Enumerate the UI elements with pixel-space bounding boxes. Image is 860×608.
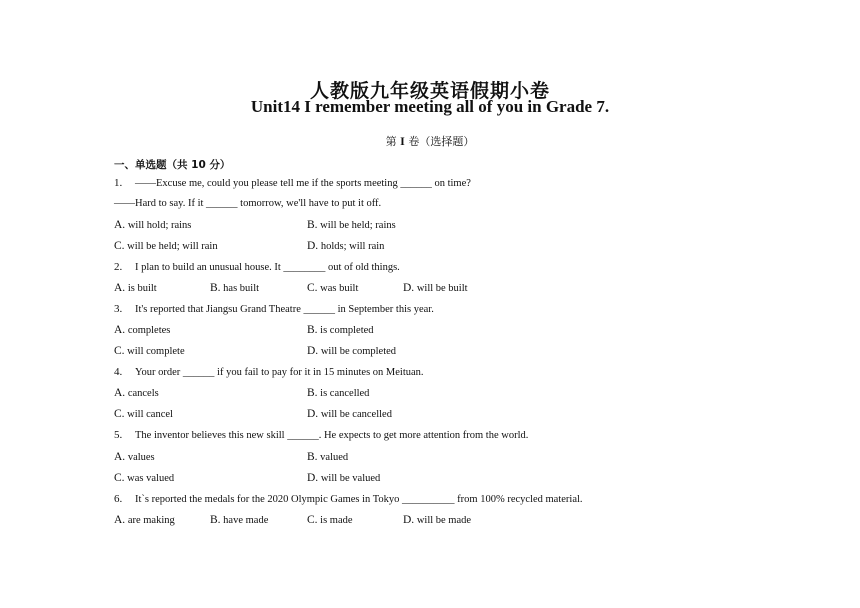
question-stem: It`s reported the medals for the 2020 Olympic Games in Tokyo __________ from 100% recycled material. — [135, 494, 583, 505]
volume-roman: I — [400, 134, 405, 148]
q5-option-d: D. will be valued — [307, 472, 381, 484]
q2-option-a: A. is built — [114, 282, 157, 294]
q2-option-d: D. will be built — [403, 282, 468, 294]
q4-option-a: A. cancels — [114, 387, 159, 399]
q6-option-b: B. have made — [210, 514, 269, 526]
question-number: 3. — [114, 303, 123, 315]
q2-option-c: C. was built — [307, 282, 359, 294]
page-subtitle: Unit14 I remember meeting all of you in Grade 7. — [250, 97, 610, 116]
section-label: 一、单选题（共 — [114, 159, 188, 171]
q1-option-b: B. will be held; rains — [307, 219, 396, 231]
question-1-reply: ——Hard to say. If it ______ tomorrow, we'll have to put it off. — [114, 198, 382, 209]
question-number: 5. — [114, 429, 123, 441]
question-stem: The inventor believes this new skill ______. He expects to get more attention from the world. — [135, 430, 529, 441]
question-stem: It's reported that Jiangsu Grand Theatre ______ in September this year. — [135, 304, 434, 315]
q6-option-a: A. are making — [114, 514, 175, 526]
question-6 — [114, 493, 583, 505]
q4-option-c: C. will cancel — [114, 408, 173, 420]
volume-suffix: 卷（选择题） — [408, 135, 475, 148]
q1-option-c: C. will be held; will rain — [114, 240, 218, 252]
q4-option-b: B. is cancelled — [307, 387, 370, 399]
section-unit: 分） — [209, 159, 231, 171]
volume-prefix: 第 — [385, 135, 397, 148]
section-count: 10 — [191, 159, 206, 171]
q5-option-a: A. values — [114, 451, 155, 463]
q6-option-c: C. is made — [307, 514, 353, 526]
section-heading — [114, 157, 230, 172]
question-4 — [114, 366, 424, 378]
q3-option-b: B. is completed — [307, 324, 374, 336]
question-number: 4. — [114, 366, 123, 378]
volume-heading — [0, 133, 860, 149]
question-number: 2. — [114, 261, 123, 273]
q2-option-b: B. has built — [210, 282, 260, 294]
q1-option-d: D. holds; will rain — [307, 240, 385, 252]
question-number: 1. — [114, 177, 123, 189]
question-2 — [114, 261, 400, 273]
q1-option-a: A. will hold; rains — [114, 219, 192, 231]
question-stem: I plan to build an unusual house. It ________ out of old things. — [135, 262, 400, 273]
q3-option-d: D. will be completed — [307, 345, 397, 357]
question-number: 6. — [114, 493, 123, 505]
question-1 — [114, 177, 471, 189]
question-5 — [114, 429, 528, 441]
question-stem: Your order ______ if you fail to pay for it in 15 minutes on Meituan. — [135, 367, 424, 378]
question-stem: ——Excuse me, could you please tell me if the sports meeting ______ on time? — [135, 178, 471, 189]
q3-option-a: A. completes — [114, 324, 171, 336]
q4-option-d: D. will be cancelled — [307, 408, 392, 420]
q6-option-d: D. will be made — [403, 514, 472, 526]
q5-option-c: C. was valued — [114, 472, 175, 484]
question-3 — [114, 303, 434, 315]
page-title: 人教版九年级英语假期小卷 — [309, 80, 550, 102]
q3-option-c: C. will complete — [114, 345, 185, 357]
q5-option-b: B. valued — [307, 451, 349, 463]
